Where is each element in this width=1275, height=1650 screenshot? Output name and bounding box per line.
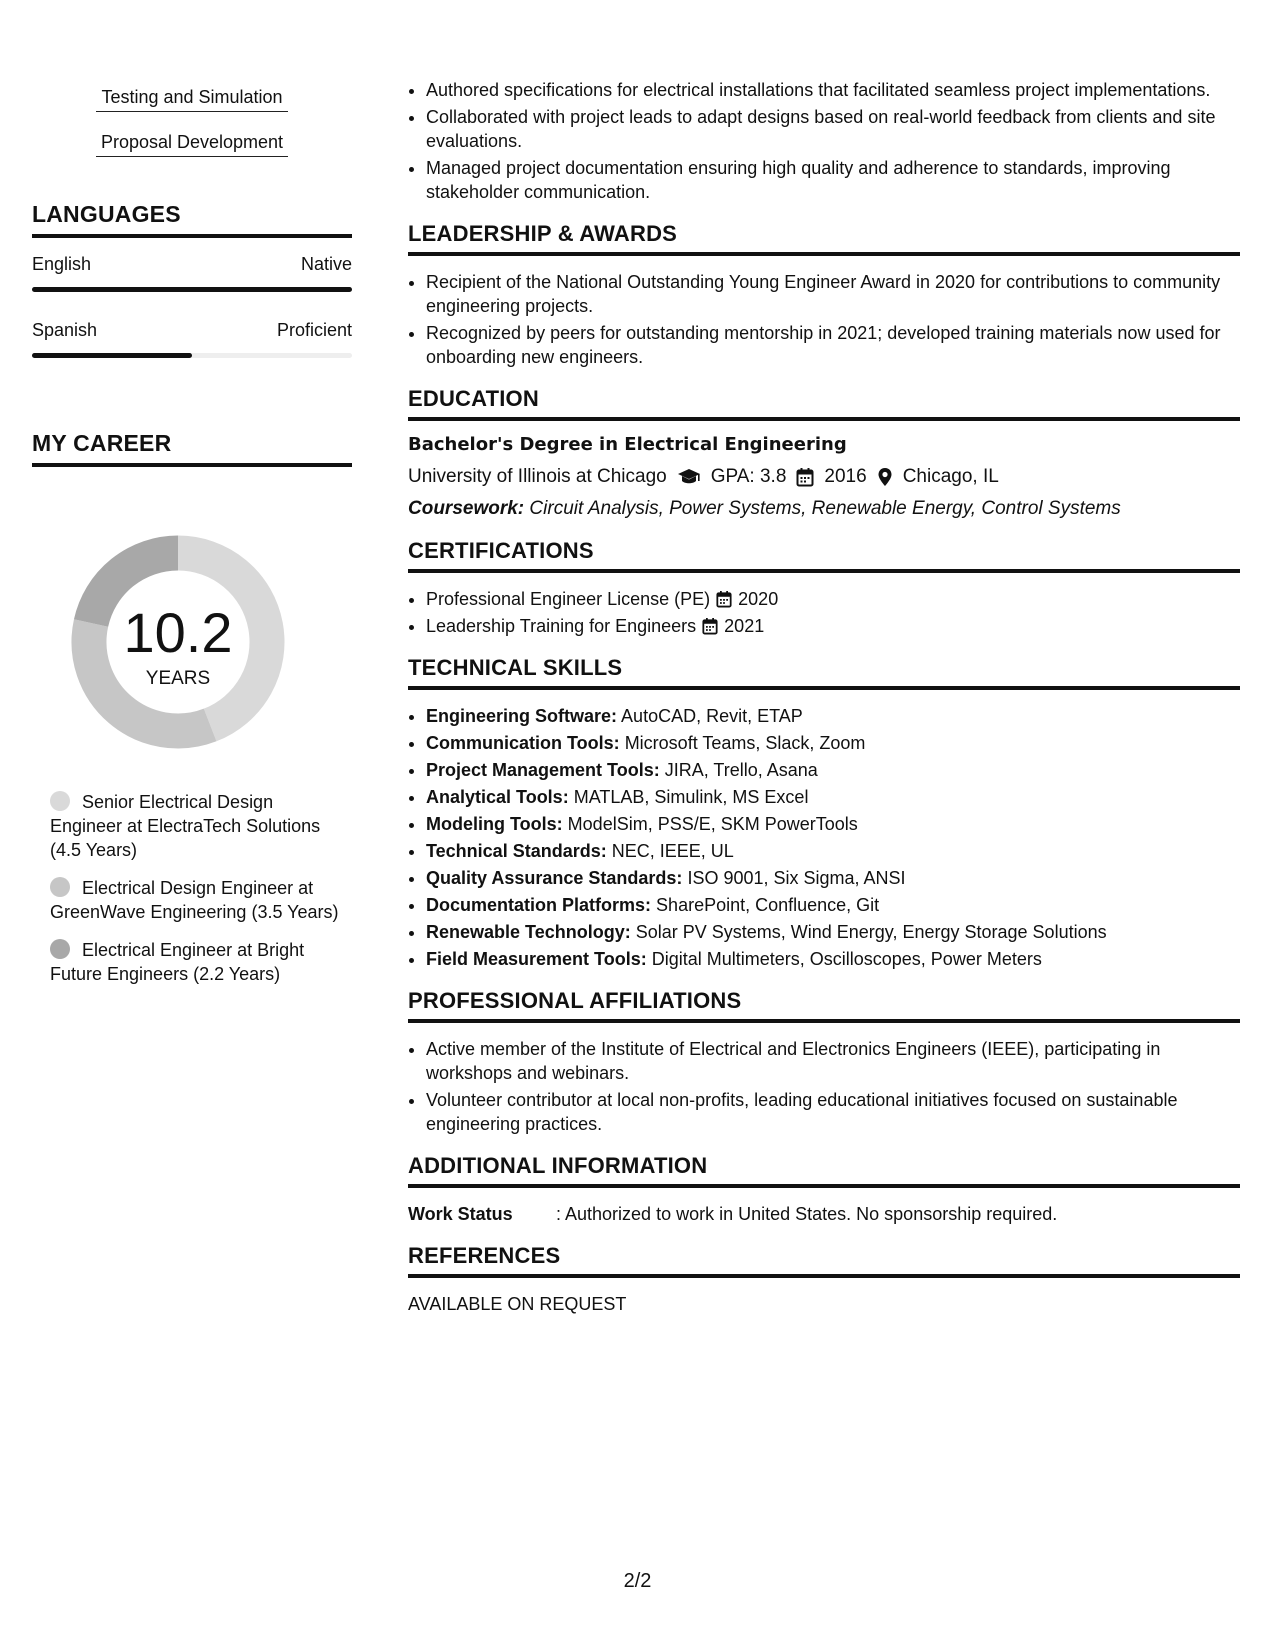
skill-value: JIRA, Trello, Asana bbox=[664, 760, 818, 780]
page-number: 2/2 bbox=[623, 1570, 652, 1592]
language-level: Native bbox=[300, 254, 352, 274]
language-name: English bbox=[32, 254, 92, 274]
location-pin-icon bbox=[877, 467, 893, 487]
career-item-label: Senior Electrical Design Engineer at ElectraTech Solutions (4.5 Years) bbox=[50, 792, 321, 860]
technical-skills-list bbox=[408, 704, 1240, 971]
language-bar bbox=[32, 353, 352, 358]
calendar-icon bbox=[716, 590, 732, 608]
list-item bbox=[426, 893, 1240, 917]
language-english bbox=[32, 254, 352, 292]
career-heading: MY CAREER bbox=[32, 430, 352, 467]
right-column bbox=[408, 78, 1240, 1316]
language-name: Spanish bbox=[32, 320, 98, 340]
list-item: • Recognized by peers for outstanding mentorship in 2021; developed training materials now used for onboarding new engineers. bbox=[426, 321, 1240, 369]
list-item bbox=[426, 731, 1240, 755]
leadership-list bbox=[408, 270, 1240, 369]
skill-value: Solar PV Systems, Wind Energy, Energy Storage Solutions bbox=[635, 922, 1107, 942]
skill-value: ModelSim, PSS/E, SKM PowerTools bbox=[567, 814, 858, 834]
skill-label: Quality Assurance Standards: bbox=[426, 868, 683, 888]
technical-skills-heading: TECHNICAL SKILLS bbox=[408, 656, 1240, 690]
coursework-label: Coursework: bbox=[408, 498, 525, 519]
certification-name: • Leadership Training for Engineers bbox=[426, 616, 697, 636]
skill-label: Field Measurement Tools: bbox=[426, 949, 647, 969]
skill-value: NEC, IEEE, UL bbox=[611, 841, 734, 861]
additional-info-heading: ADDITIONAL INFORMATION bbox=[408, 1154, 1240, 1188]
graduation-cap-icon bbox=[677, 468, 701, 486]
skill-value: AutoCAD, Revit, ETAP bbox=[621, 706, 803, 726]
list-item bbox=[426, 785, 1240, 809]
legend-dot-icon bbox=[50, 939, 70, 959]
career-total: 10.2 bbox=[123, 601, 233, 664]
skill-label: Project Management Tools: bbox=[426, 760, 660, 780]
certifications-heading: CERTIFICATIONS bbox=[408, 539, 1240, 573]
references-heading: REFERENCES bbox=[408, 1244, 1240, 1278]
list-item: • Authored specifications for electrical installations that facilitated seamless project implementations. bbox=[426, 78, 1240, 102]
work-status-value: : Authorized to work in United States. No sponsorship required. bbox=[556, 1204, 1058, 1224]
career-item bbox=[50, 790, 340, 862]
skill-value: SharePoint, Confluence, Git bbox=[656, 895, 880, 915]
language-spanish bbox=[32, 320, 352, 358]
education-degree: Bachelor's Degree in Electrical Engineering bbox=[408, 434, 847, 455]
list-item: • Active member of the Institute of Electrical and Electronics Engineers (IEEE), participating in workshops and webinars. bbox=[426, 1037, 1240, 1085]
career-item-label: Electrical Design Engineer at GreenWave Engineering (3.5 Years) bbox=[50, 878, 339, 922]
list-item bbox=[426, 704, 1240, 728]
list-item: • Recipient of the National Outstanding Young Engineer Award in 2020 for contributions to community engineering projects. bbox=[426, 270, 1240, 318]
skill-label: Modeling Tools: bbox=[426, 814, 563, 834]
list-item: • Collaborated with project leads to adapt designs based on real-world feedback from clients and site evaluations. bbox=[426, 105, 1240, 153]
career-item bbox=[50, 938, 340, 986]
language-bar-fill bbox=[32, 287, 352, 292]
skill-value: Digital Multimeters, Oscilloscopes, Power Meters bbox=[651, 949, 1042, 969]
language-bar-fill bbox=[32, 353, 192, 358]
language-bar bbox=[32, 287, 352, 292]
experience-bullets bbox=[408, 78, 1240, 204]
list-item bbox=[426, 920, 1240, 944]
skill-label: Renewable Technology: bbox=[426, 922, 631, 942]
skill-label: Technical Standards: bbox=[426, 841, 607, 861]
legend-dot-icon bbox=[50, 791, 70, 811]
list-item bbox=[426, 614, 1240, 638]
certification-year: 2020 bbox=[738, 589, 779, 609]
list-item: • Volunteer contributor at local non-profits, leading educational initiatives focused on sustainable engineering practices. bbox=[426, 1088, 1240, 1136]
list-item bbox=[426, 947, 1240, 971]
language-level: Proficient bbox=[276, 320, 352, 340]
legend-dot-icon bbox=[50, 877, 70, 897]
career-unit: YEARS bbox=[145, 668, 211, 689]
affiliations-list bbox=[408, 1037, 1240, 1136]
skill-label: Documentation Platforms: bbox=[426, 895, 652, 915]
skill-tag: Proposal Development bbox=[96, 132, 288, 157]
career-donut-chart bbox=[66, 530, 290, 754]
list-item: • Managed project documentation ensuring high quality and adherence to standards, improving stakeholder communication. bbox=[426, 156, 1240, 204]
calendar-icon bbox=[702, 617, 718, 635]
education-coursework bbox=[408, 497, 1240, 521]
certification-name: • Professional Engineer License (PE) bbox=[426, 589, 711, 609]
skill-value: MATLAB, Simulink, MS Excel bbox=[573, 787, 809, 807]
education-school: University of Illinois at Chicago bbox=[408, 466, 667, 487]
education-details bbox=[408, 465, 1240, 489]
skill-label: Analytical Tools: bbox=[426, 787, 569, 807]
affiliations-heading: PROFESSIONAL AFFILIATIONS bbox=[408, 989, 1240, 1023]
list-item bbox=[426, 866, 1240, 890]
education-year: 2016 bbox=[824, 466, 867, 487]
education-location: Chicago, IL bbox=[902, 466, 999, 487]
skill-label: Communication Tools: bbox=[426, 733, 620, 753]
skill-tag: Testing and Simulation bbox=[96, 87, 288, 112]
skill-value: Microsoft Teams, Slack, Zoom bbox=[624, 733, 866, 753]
coursework-value: Circuit Analysis, Power Systems, Renewable Energy, Control Systems bbox=[529, 498, 1121, 519]
leadership-heading: LEADERSHIP & AWARDS bbox=[408, 222, 1240, 256]
career-legend bbox=[50, 790, 340, 1000]
skill-value: ISO 9001, Six Sigma, ANSI bbox=[687, 868, 906, 888]
list-item bbox=[426, 812, 1240, 836]
work-status bbox=[408, 1202, 1240, 1226]
certifications-list bbox=[408, 587, 1240, 638]
career-item bbox=[50, 876, 340, 924]
education-gpa: GPA: 3.8 bbox=[710, 466, 787, 487]
list-item bbox=[426, 587, 1240, 611]
career-item-label: Electrical Engineer at Bright Future Engineers (2.2 Years) bbox=[50, 940, 305, 984]
certification-year: 2021 bbox=[724, 616, 765, 636]
list-item bbox=[426, 758, 1240, 782]
list-item bbox=[426, 839, 1240, 863]
skill-label: Engineering Software: bbox=[426, 706, 618, 726]
work-status-label: Work Status bbox=[408, 1204, 513, 1224]
calendar-icon bbox=[796, 467, 814, 487]
languages-heading: LANGUAGES bbox=[32, 201, 352, 238]
references-text: AVAILABLE ON REQUEST bbox=[408, 1294, 627, 1314]
education-heading: EDUCATION bbox=[408, 387, 1240, 421]
